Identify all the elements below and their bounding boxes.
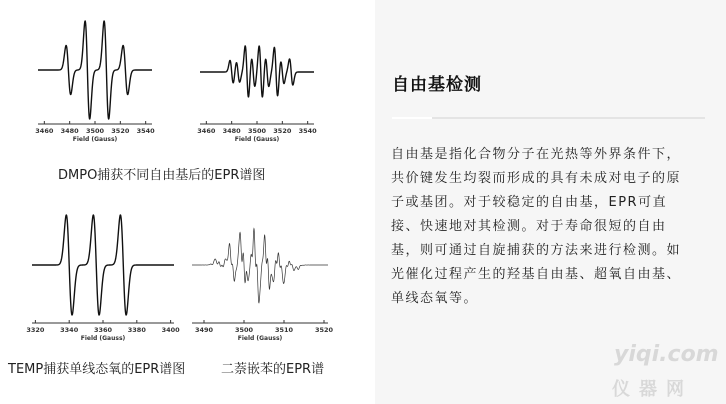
x-tick-label: 3460 xyxy=(35,127,54,135)
x-tick-label: 3490 xyxy=(194,326,214,334)
x-tick-label: 3380 xyxy=(127,326,146,334)
perylene-spectrum xyxy=(180,215,340,340)
spectrum-trace xyxy=(192,229,328,303)
x-tick-label: 3480 xyxy=(60,127,79,135)
x-axis-title: Field (Gauss) xyxy=(80,335,126,342)
x-tick-label: 3520 xyxy=(273,127,292,135)
x-tick-label: 3520 xyxy=(314,326,334,334)
description-text: 自由基是指化合物分子在光热等外界条件下，共价键发生均裂而形成的具有未成对电子的原子或基团。对于较稳定的自由基，EPR可直接、快速地对其检测。对于寿命很短的自由基，则可通过自旋捕获的方法来进行检测。如光催化过程产生的羟基自由基、超氧自由基、单线态氧等。 xyxy=(391,147,682,306)
temp-spectrum xyxy=(22,215,182,340)
x-tick-label: 3540 xyxy=(298,127,317,135)
perylene-caption: 二萘嵌苯的EPR谱 xyxy=(221,362,325,377)
x-axis-title: Field (Gauss) xyxy=(237,335,283,342)
watermark-latin: yiqi.com xyxy=(614,342,719,367)
temp-caption: TEMP捕获单线态氧的EPR谱图 xyxy=(8,362,186,377)
x-axis-title: Field (Gauss) xyxy=(72,136,118,143)
dmpo-spectrum-a xyxy=(30,20,156,145)
title-divider xyxy=(392,117,705,119)
dmpo-caption: DMPO捕获不同自由基后的EPR谱图 xyxy=(58,168,266,183)
dmpo-spectrum-b xyxy=(190,20,340,145)
x-tick-label: 3520 xyxy=(111,127,130,135)
spectrum-trace xyxy=(200,46,314,97)
x-tick-label: 3360 xyxy=(93,326,113,334)
x-tick-label: 3340 xyxy=(60,326,79,334)
x-tick-label: 3320 xyxy=(26,326,45,334)
x-tick-label: 3500 xyxy=(85,127,105,135)
x-tick-label: 3500 xyxy=(234,326,254,334)
title-divider-accent xyxy=(392,117,432,119)
x-tick-label: 3500 xyxy=(247,127,267,135)
spectrum-trace xyxy=(32,215,174,315)
x-tick-label: 3460 xyxy=(197,127,216,135)
x-tick-label: 3480 xyxy=(222,127,241,135)
x-axis-title: Field (Gauss) xyxy=(234,136,280,143)
x-tick-label: 3510 xyxy=(274,326,294,334)
watermark-cjk: 仪器网 xyxy=(612,379,693,400)
x-tick-label: 3400 xyxy=(161,326,180,334)
x-tick-label: 3540 xyxy=(136,127,155,135)
section-title: 自由基检测 xyxy=(392,75,482,95)
spectrum-trace xyxy=(38,21,152,119)
